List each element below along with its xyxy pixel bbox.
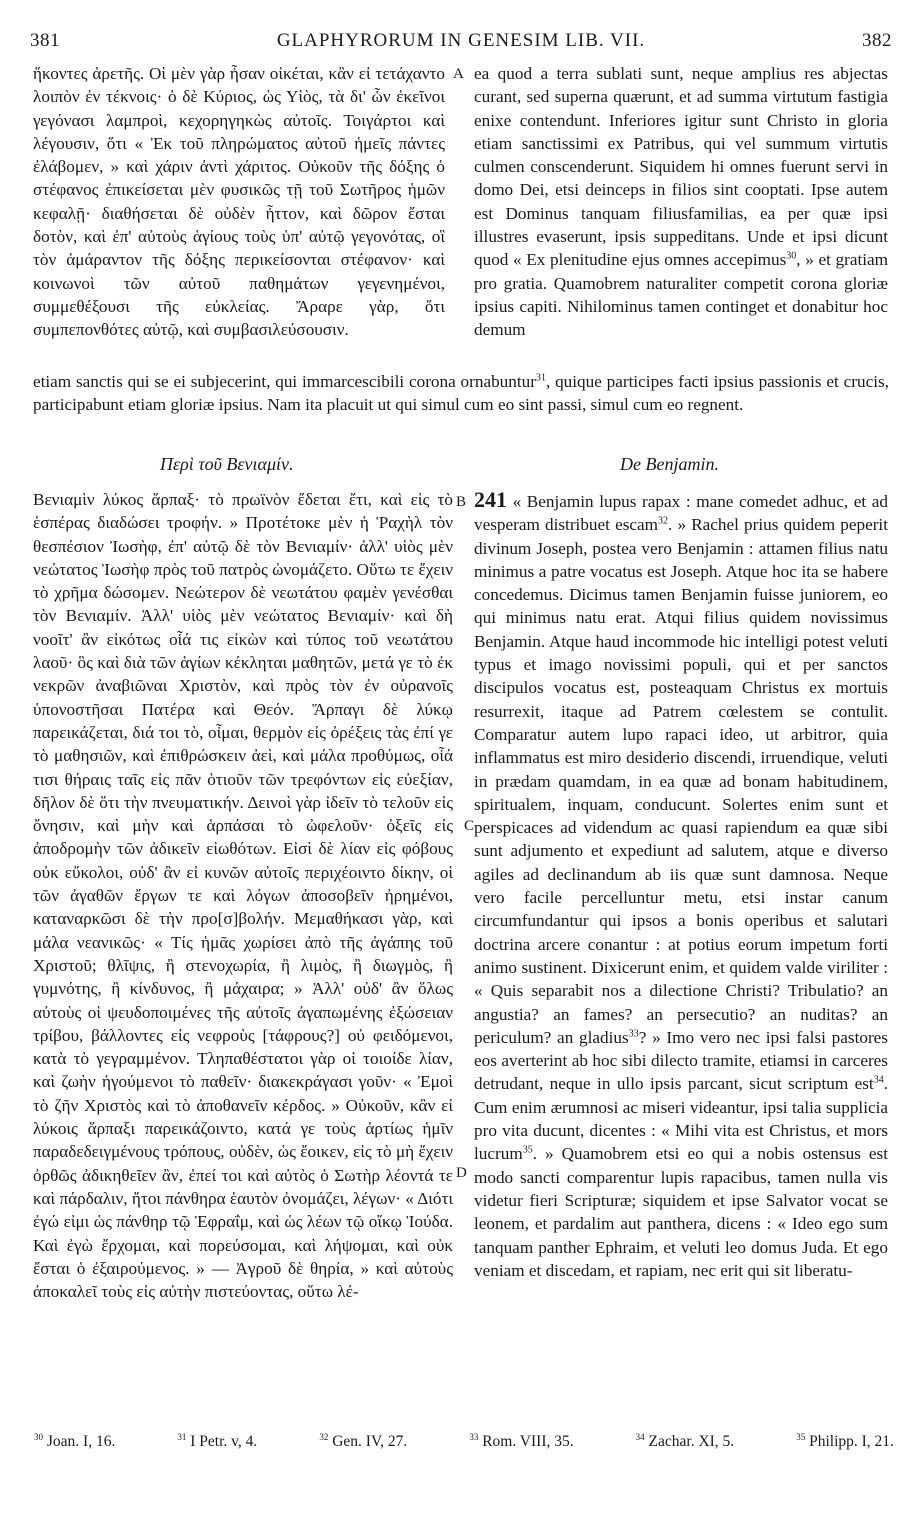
latin-column-main [474, 488, 888, 1282]
footnote: $^{31}$ I Petr. v, 4. [177, 1431, 258, 1450]
latin-text: « Benjamin lupus rapax : mane comedet adhuc, et ad vesperam distribuet escam [474, 492, 888, 535]
footnote-ref: 31 [535, 372, 546, 384]
margin-marker-a: A [453, 66, 464, 82]
latin-paragraph [474, 488, 888, 1282]
greek-paragraph: ἥκοντες ἀρετῆς. Οἱ μὲν γὰρ ἦσαν οἰκέται, κἂν εἰ τετάχαντο λοιπὸν ἐν τέκνοις· ὁ δὲ Κύριος, ὡς Υἱὸς, τὰ δι' ὧν ἐκεῖνοι γεγόνασι λαμπροὶ, κεχορηγηκὼς αὐτοῖς. Τοιγάρτοι καὶ λέγουσιν, ὅτι « Ἐκ τοῦ πληρώματος αὐτοῦ ἡμεῖς πάντες ἐλάβομεν, » καὶ χάριν ἀντὶ χάριτος. Οὐκοῦν τῆς δόξης ὁ στέφανος ἐπικείσεται μὲν φυσικῶς τῇ τοῦ Σωτῆρος ἡμῶν κεφαλῇ· διαθήσεται δὲ οὐδὲν ἧττον, καὶ δῶρον ἔσται δοτὸν, καὶ ἐπ' αὐτοὺς ἁγίους τοὺς ὑπ' αὐτῷ γεγονότας, οἳ τὸν ἀμάραντον τῆς δόξης περικείσονται στέφανον· καὶ κοινωνοὶ τῶν αὐτοῦ παθημάτων γεγενημένοι, συμμεθέξουσι τῆς εὐκλείας. Ἄραρε γὰρ, ὅτι συμπεπονθότες αὐτῷ, καὶ συμβασιλεύσουσιν. [33, 64, 445, 340]
latin-text: . » Rachel prius quidem peperit divinum Joseph, postea vero Benjamin : attamen filius natu minimus a patre vocatus est Joseph. Atque hoc ita se habere concedemus. Dicimus tamen Benjamin fuisse juniorem, eo qui minimus natu erat. Atqui filius quidem novissimus Benjamin. Atque haud incommode hic intelligi potest veluti typus et imago novissimi populi, qui et per sanctos discipulos vocatus est, posteaquam Christus ex mortuis resurrexit, itaque ad Patrem cœlestem se contulit. Comparatur autem lupo rapaci ideo, ut arbitror, quia inflammatus est miro desiderio discendi, irruendique, veluti in prædam quamdam, in ea quæ ad bonam habitudinem, spiritualem, inquam, conducunt. Solertes enim sunt et perspicaces ad videndum ac quasi rapiendum ea quæ sibi sunt adjumento et expediunt ad salutem, atque e diverso agiles ad declinandum ab iis quæ sunt damnosa. Neque vero facile percelluntur metu, etsi instar canum circumfundantur qui ipsos a bonis operibus et salutari doctrina arcere conantur : at potius eorum impetum forti animo sustinent. Dixicerunt enim, et quidem valde viriliter : « Quis separabit nos a dilectione Christi? Tribulatio? an angustia? an fames? an persecutio? an nuditas? an periculum? an gladius [474, 515, 888, 1047]
latin-text: , quique participes facti ipsius passionis et crucis, participabunt etiam gloriæ ipsius. Nam ita placuit ut qui simul cum eo sint passi, simul cum eo regnent. [33, 372, 889, 415]
latin-text: . Cum enim ærumnosi ac miseri videantur, ipsi talia supplicia pro vita ducunt, dicentes : « Mihi vita est Christus, et mors lucrum [474, 1074, 888, 1164]
greek-column-main [33, 488, 453, 1303]
latin-text: . » Quamobrem etsi eo qui a nobis ostensus est modo sancti comparentur lupis rapacibus, tamen nulla vis videtur fieri Scripturæ; siquidem et ipse Salvator vocat se leonem, et pardalim aut panthera, dicens : « Ideo ego sum tanquam panther Ephraim, et veluti leo domus Juda. Et ego veniam et discedam, et rapiam, nec erit qui sit liberatu- [474, 1144, 888, 1280]
section-heading-latin: De Benjamin. [620, 454, 719, 474]
footnote-ref: 35 [522, 1144, 533, 1156]
margin-marker-b: B [456, 494, 467, 510]
greek-column-top [33, 62, 445, 342]
section-heading-greek: Περὶ τοῦ Βενιαμίν. [160, 454, 294, 474]
footnote-ref: 32 [658, 515, 669, 527]
latin-text: etiam sanctis qui se ei subjecerint, qui immarcescibili corona ornabuntur [33, 372, 536, 391]
latin-text: ? » Imo vero nec ipsi falsi pastores eos averterint ab hoc sibi dilecto tramite, etiamsi in carceres detrudant, neque in ullo ipsis parcant, sicut scriptum est [474, 1027, 888, 1094]
footnote-ref: 30 [786, 250, 797, 262]
latin-paragraph [474, 62, 888, 342]
footnote-ref: 33 [628, 1028, 639, 1040]
running-header [30, 30, 892, 56]
margin-marker-d: D [456, 1165, 467, 1181]
footnote: $^{33}$ Rom. VIII, 35. [469, 1431, 574, 1450]
latin-text: , » et gratiam pro gratia. Quamobrem naturaliter competit corona gloriæ ipsius capiti. Nihilominus tamen continget et donabitur hoc demum [474, 250, 888, 340]
footnote: $^{30}$ Joan. I, 16. [34, 1431, 116, 1450]
page-number-left: 381 [30, 30, 60, 51]
latin-text: ea quod a terra sublati sunt, neque amplius res abjectas curant, sed superna quærunt, et ad summa virtutum fastigia enixe contendunt. Inferiores igitur sunt Christo in gloria etiam sanctissimi ex Patribus, qui vel summum virtutis culmen conscenderunt. Siquidem hi omnes fuerunt servi in domo Dei, etsi deinceps in filios sint cooptati. Ipse autem est Dominus tanquam filiusfamilias, ea per quæ ipsi illustres evaserunt, ipsis suppeditans. Unde et ipsi dicunt quod « Ex plenitudine ejus omnes accepimus [474, 64, 888, 270]
footnote-ref: 34 [873, 1074, 884, 1086]
column-number: 241 [474, 487, 507, 512]
footnotes [34, 1433, 894, 1451]
margin-marker-c: C [464, 818, 475, 834]
footnote: $^{35}$ Philipp. I, 21. [796, 1431, 894, 1450]
greek-paragraph: Βενιαμὶν λύκος ἅρπαξ· τὸ πρωϊνὸν ἔδεται ἔτι, καὶ εἰς τὸ ἑσπέρας διαδώσει τροφήν. » Προτέτοκε μὲν ἡ Ῥαχὴλ τὸν θεσπέσιον Ἰωσὴφ, ἐπ' αὐτῷ δὲ τὸν Βενιαμίν· ἀλλ' υἱὸς μὲν νεώτατος Ἰωσὴφ πρὸς τοῦ πατρὸς ὠνομάζετο. Οὕτω τε ἔχειν τὸ χρῆμα δώσομεν. Νεώτερον δὲ νεωτάτου φαμὲν γενέσθαι τὸν Βενιαμίν. Ἀλλ' υἱὸς μὲν νεώτατος Βενιαμίν· καὶ δὴ νοοῖτ' ἂν εἰκότως οἷά τις εἰκὼν καὶ τύπος τοῦ νεωτάτου λαοῦ· ὃς καὶ διὰ τῶν ἁγίων κέκληται μαθητῶν, μετά γε τὸ ἐκ νεκρῶν ἀναβιῶναι Χριστὸν, καὶ πρὸς τὸν ἐν οὐρανοῖς ὑπονοστῆσαι Πατέρα καὶ Θεόν. Ἅρπαγι δὲ λύκῳ παρεικάζεται, διά τοι τὸ, οἶμαι, θερμὸν εἰς ὀρέξεις τὰς ἐπί γε τὸ μαθησιῶν, καὶ ἐπιθρώσκειν ἀεὶ, καὶ μάλα προθύμως, οἷά τισι θήραις ταῖς εἰς πᾶν ὁτιοῦν τῶν τρεφόντων εἰς εὐεξίαν, δῆλον δὲ ὅτι τὴν πνευματικήν. Δεινοὶ γὰρ ἰδεῖν τὸ τελοῦν εἰς ὄνησιν, καὶ μὴν καὶ ἁρπάσαι τὸ ὠφελοῦν· ὀξεῖς εἰς ἀποδρομὴν τῶν ἀδικεῖν εἰωθότων. Εἰσὶ δὲ λίαν εἰς φόβους οὐκ εὔκολοι, οὐδ' ἂν εἰ κυνῶν αὐτοῖς περιχέοιντο δίκην, οἱ τῶν ἀγαθῶν ἔργων τε καὶ λόγων ἀποσοβεῖν ἠρημένοι, καταναρκῶσι δὲ τὴν προ[σ]βολήν. Μεμαθήκασι γὰρ, καὶ μάλα νεανικῶς· « Τίς ἡμᾶς χωρίσει ἀπὸ τῆς ἀγάπης τοῦ Χριστοῦ; θλῖψις, ἢ στενοχωρία, ἢ λιμὸς, ἢ διωγμὸς, ἢ γυμνότης, ἢ κίνδυνος, ἢ μάχαιρα; » Ἀλλ' οὐδ' ἂν ὅλως αὐτοὺς οἱ ψευδοποιμένες τῆς αὐτοῖς ἀγαπωμένης ἐξώσειαν τρίβου, βάλλοντες εἰς νεφροὺς [τάφρους?] οὐ φειδόμενοι, κατὰ τὸ γεγραμμένον. Τληπαθέστατοι γὰρ οἱ τοιοίδε λίαν, καὶ ζωὴν ἡγούμενοι τὸ παθεῖν· διακεκράγασι γοῦν· « Ἐμοὶ τὸ ζῆν Χριστὸς καὶ τὸ ἀποθανεῖν κέρδος. » Οὐκοῦν, κἂν εἰ λύκοις ἅρπαξι παρεικάζοιντο, κατά γε τοὺς ἀρτίως ἡμῖν παραδεδειγμένους τρόπους, οὐδὲν, ὡς ἔοικεν, εἰς τὸ μὴ ἔχειν ὀρθῶς ἀδικηθεῖεν ἂν, ἐπεί τοι καὶ αὐτὸς ὁ Σωτὴρ λέοντά τε καὶ πάρδαλιν, ἤτοι πάνθηρα ἑαυτὸν ὀνομάζει, λέγων· « Διότι ἐγώ εἰμι ὡς πάνθηρ τῷ Ἐφραΐμ, καὶ ὡς λέων τῷ οἴκῳ Ἰούδα. Καὶ ἐγὼ ἔρχομαι, καὶ πορεύσομαι, καὶ λήψομαι, καὶ οὐκ ἔσται ὁ ἐξαιρούμενος. » — Ἀγροῦ δὲ θηρία, » καὶ αὐτοὺς ἀποκαλεῖ τοὺς εἰς αὐτὴν πιστεύοντας, οὕτω λέ- [33, 490, 453, 1302]
latin-column-top [474, 62, 888, 342]
footnote: $^{34}$ Zachar. XI, 5. [635, 1431, 735, 1450]
running-title: GLAPHYRORUM IN GENESIM LIB. VII. [276, 30, 646, 51]
latin-paragraph [33, 370, 889, 417]
page-number-right: 382 [862, 30, 892, 51]
full-width-paragraph [33, 370, 889, 417]
footnote: $^{32}$ Gen. IV, 27. [319, 1431, 408, 1450]
